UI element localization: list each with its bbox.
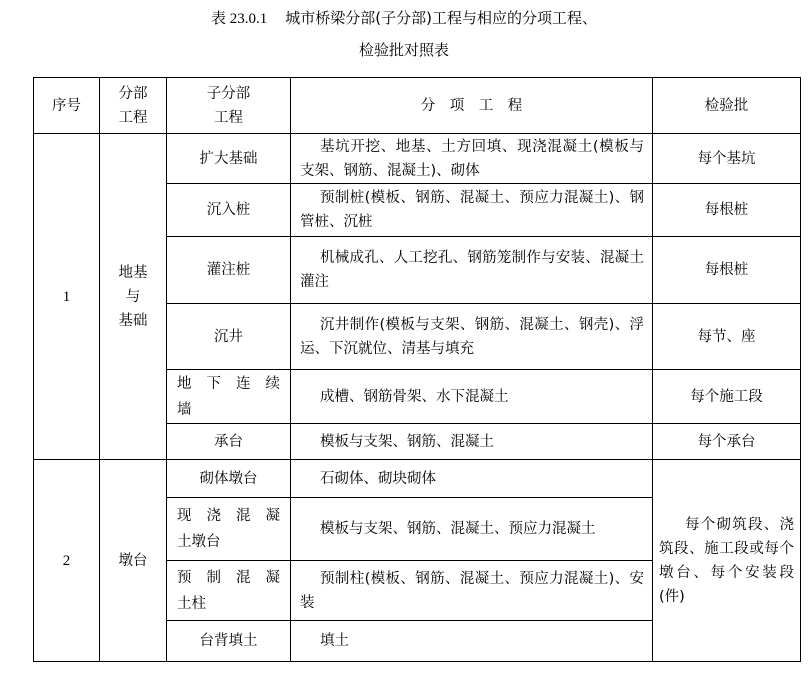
items-cell: 模板与支架、钢筋、混凝土 [291,424,653,460]
group1-division-line3: 基础 [118,312,148,329]
subdivision-cell [167,498,291,561]
group2-seq: 2 [34,460,100,662]
subdivision-cell: 灌注桩 [167,237,291,304]
items-cell: 基坑开挖、地基、土方回填、现浇混凝土(模板与支架、钢筋、混凝土)、砌体 [291,134,653,184]
group2-division: 墩台 [100,460,167,662]
batch-cell: 每根桩 [653,237,801,304]
items-cell: 预制桩(模板、钢筋、混凝土、预应力混凝土)、钢管桩、沉桩 [291,184,653,237]
items-cell: 成槽、钢筋骨架、水下混凝土 [291,370,653,424]
group1-division-line2: 与 [125,288,141,305]
subdivision-line1: 现浇混凝 [177,508,280,524]
group1-division-line1: 地基 [118,264,148,281]
subdivision-cell: 沉井 [167,304,291,370]
table-row [34,460,801,498]
table-title [0,8,808,29]
batch-cell: 每根桩 [653,184,801,237]
group1-division [100,134,167,460]
table-number: 表 23.0.1 [211,11,268,27]
header-division [100,78,167,134]
header-subdivision [167,78,291,134]
table-row [34,134,801,184]
batch-cell: 每个承台 [653,424,801,460]
items-cell: 沉井制作(模板与支架、钢筋、混凝土、钢壳)、浮运、下沉就位、清基与填充 [291,304,653,370]
group1-seq: 1 [34,134,100,460]
subdivision-line1: 预制混凝 [177,569,280,586]
group2-batch: 每个砌筑段、浇筑段、施工段或每个墩台、每个安装段(件) [653,460,801,662]
header-subdivision-line2: 工程 [214,109,243,126]
comparison-table [33,77,801,662]
subdivision-line2: 墙 [177,401,192,418]
header-division-line1: 分部 [118,85,148,102]
batch-cell: 每节、座 [653,304,801,370]
header-subdivision-line1: 子分部 [206,85,251,102]
items-cell: 填土 [291,621,653,662]
subdivision-cell: 扩大基础 [167,134,291,184]
subdivision-line2: 土柱 [177,595,206,612]
batch-cell: 每个施工段 [653,370,801,424]
items-cell: 模板与支架、钢筋、混凝土、预应力混凝土 [291,498,653,561]
subdivision-cell: 砌体墩台 [167,460,291,498]
header-seq: 序号 [34,78,100,134]
header-batch: 检验批 [653,78,801,134]
header-items: 分 项 工 程 [291,78,653,134]
subdivision-cell [167,561,291,621]
subdivision-cell [167,370,291,424]
subdivision-cell: 沉入桩 [167,184,291,237]
subdivision-cell: 承台 [167,424,291,460]
items-cell: 预制柱(模板、钢筋、混凝土、预应力混凝土)、安装 [291,561,653,621]
header-division-line2: 工程 [118,109,148,126]
items-cell: 机械成孔、人工挖孔、钢筋笼制作与安装、混凝土灌注 [291,237,653,304]
subdivision-line2: 土墩台 [177,534,221,550]
subdivision-line1: 地下连续 [177,375,280,392]
subdivision-cell: 台背填土 [167,621,291,662]
items-cell: 石砌体、砌块砌体 [291,460,653,498]
table-title-line1: 城市桥梁分部(子分部)工程与相应的分项工程、 [285,9,597,27]
header-row [34,78,801,134]
table-title-line2: 检验批对照表 [358,41,449,59]
batch-cell: 每个基坑 [653,134,801,184]
